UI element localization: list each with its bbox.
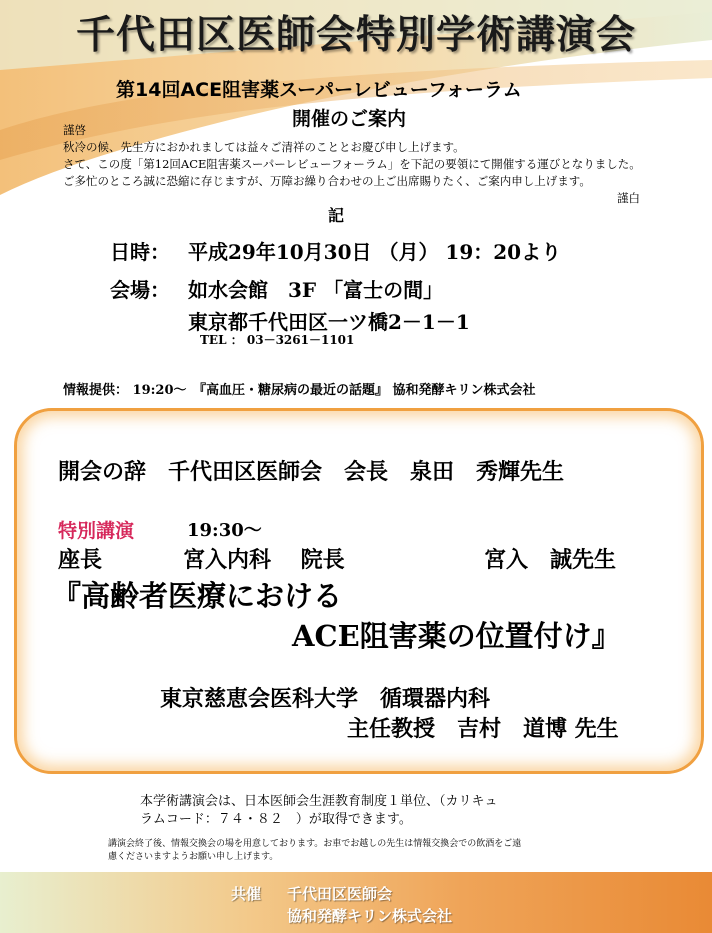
letter-line-3: ご多忙のところ誠に恐縮に存じますが、万障お繰り合わせの上ご出席賜りたく、ご案内申し上げます。 <box>63 174 591 188</box>
letter-line-2: さて、この度「第12回ACE阻害薬スーパーレビューフォーラム」を下記の要領にて開催する運びとなりました。 <box>63 157 641 171</box>
chair-affiliation: 宮入内科 院長 <box>183 547 345 573</box>
chair-name: 宮入 誠先生 <box>484 547 617 573</box>
opening-address: 開会の辞 千代田区医師会 会長 泉田 秀輝先生 <box>58 459 565 485</box>
speaker-name: 主任教授 吉村 道博 先生 <box>347 716 619 742</box>
forum-title: 第14回ACE阻害薬スーパーレビューフォーラム <box>116 79 522 101</box>
letter-line-1: 秋冷の候、先生方におかれましては益々ご清祥のこととお慶び申し上げます。 <box>63 140 465 154</box>
credit-note-line-1: 本学術講演会は、日本医師会生涯教育制度１単位、（カリキュ <box>140 794 498 809</box>
lecture-title-line-2: ACE阻害薬の位置付け』 <box>292 619 621 653</box>
credit-note-line-2: ラムコード：７４・８２ ）が取得できます。 <box>140 812 412 827</box>
page-title: 千代田区医師会特別学術講演会 <box>75 13 636 58</box>
exchange-note-line-2: 慮くださいますようお願い申し上げます。 <box>108 852 279 862</box>
venue-tel: TEL ： 03－3261－1101 <box>200 333 355 347</box>
info-provision: 情報提供： 19:20～ 『高血圧・糖尿病の最近の話題』 協和発酵キリン株式会社 <box>63 383 536 398</box>
datetime-value: 平成29年10月30日 （月） 19：20より <box>188 240 562 264</box>
special-lecture-time: 19:30～ <box>187 520 262 541</box>
ki-mark: 記 <box>328 206 345 225</box>
venue-name: 如水会館 3F 「富士の間」 <box>188 278 444 302</box>
cohost-1: 千代田区医師会 <box>287 885 393 903</box>
venue-label: 会場： <box>110 278 170 302</box>
cohost-label: 共催 <box>231 885 262 903</box>
exchange-note-line-1: 講演会終了後、情報交換会の場を用意しております。お車でお越しの先生は情報交換会での飲酒をご遠 <box>108 839 522 849</box>
speaker-affiliation: 東京慈恵会医科大学 循環器内科 <box>160 686 491 712</box>
datetime-label: 日時： <box>110 240 170 264</box>
special-lecture-label: 特別講演 <box>58 520 135 542</box>
announcement-heading: 開催のご案内 <box>292 108 407 130</box>
letter-opening: 謹啓 <box>63 123 86 137</box>
lecture-title-line-1: 『高齢者医療における <box>52 579 343 613</box>
venue-address: 東京都千代田区一ツ橋2－1－1 <box>188 310 470 334</box>
chair-label: 座長 <box>58 547 103 573</box>
cohost-2: 協和発酵キリン株式会社 <box>287 907 453 925</box>
letter-closing: 謹白 <box>617 191 640 205</box>
